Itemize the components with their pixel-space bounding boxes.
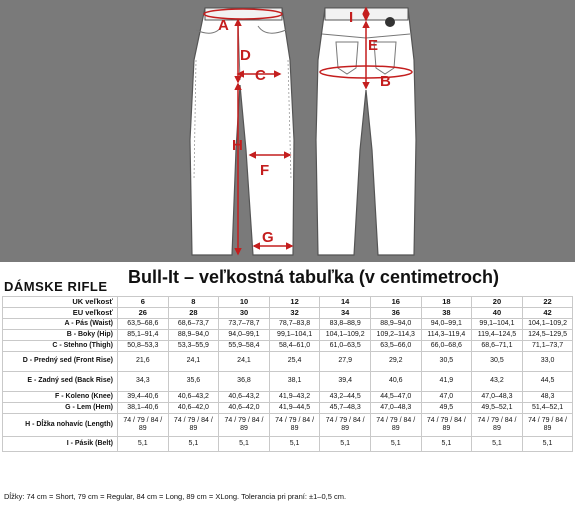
table-cell: 29,2 xyxy=(370,352,421,372)
front-letter-f: F xyxy=(260,162,270,179)
table-row xyxy=(3,308,573,319)
row-label: A - Pás (Waist) xyxy=(3,319,118,330)
table-cell: 124,5–129,5 xyxy=(522,330,573,341)
table-cell: 30,5 xyxy=(472,352,523,372)
table-row xyxy=(3,437,573,452)
table-cell: 99,1–104,1 xyxy=(269,330,320,341)
table-row xyxy=(3,319,573,330)
table-cell: 5,1 xyxy=(168,437,219,452)
table-cell: 28 xyxy=(168,308,219,319)
table-cell: 43,2 xyxy=(472,372,523,392)
table-cell: 5,1 xyxy=(370,437,421,452)
table-cell: 63,5–68,6 xyxy=(118,319,169,330)
front-letter-g: G xyxy=(262,229,274,246)
table-cell: 74 / 79 / 84 / 89 xyxy=(219,414,270,437)
table-cell: 47,0 xyxy=(421,392,472,403)
table-cell: 68,6–73,7 xyxy=(168,319,219,330)
table-row xyxy=(3,352,573,372)
table-cell: 18 xyxy=(421,297,472,308)
table-cell: 42 xyxy=(522,308,573,319)
table-cell: 85,1–91,4 xyxy=(118,330,169,341)
table-cell: 30 xyxy=(219,308,270,319)
table-cell: 6 xyxy=(118,297,169,308)
row-label: EU veľkosť xyxy=(3,308,118,319)
table-cell: 47,0–48,3 xyxy=(472,392,523,403)
table-cell: 41,9 xyxy=(421,372,472,392)
table-cell: 38,1 xyxy=(269,372,320,392)
table-cell: 35,6 xyxy=(168,372,219,392)
table-row xyxy=(3,372,573,392)
table-cell: 38 xyxy=(421,308,472,319)
table-cell: 63,5–66,0 xyxy=(370,341,421,352)
table-cell: 27,9 xyxy=(320,352,371,372)
table-cell: 41,9–44,5 xyxy=(269,403,320,414)
table-cell: 99,1–104,1 xyxy=(472,319,523,330)
table-cell: 25,4 xyxy=(269,352,320,372)
table-cell: 119,4–124,5 xyxy=(472,330,523,341)
table-cell: 44,5–47,0 xyxy=(370,392,421,403)
table-cell: 5,1 xyxy=(269,437,320,452)
row-label: B - Boky (Hip) xyxy=(3,330,118,341)
row-label: H - Dĺžka nohavíc (Length) xyxy=(3,414,118,437)
table-cell: 34,3 xyxy=(118,372,169,392)
table-cell: 104,1–109,2 xyxy=(320,330,371,341)
bull-logo-icon xyxy=(385,17,395,27)
table-cell: 34 xyxy=(320,308,371,319)
table-cell: 68,6–71,1 xyxy=(472,341,523,352)
row-label: E - Zadný sed (Back Rise) xyxy=(3,372,118,392)
table-row xyxy=(3,392,573,403)
table-cell: 50,8–53,3 xyxy=(118,341,169,352)
table-cell: 55,9–58,4 xyxy=(219,341,270,352)
table-cell: 74 / 79 / 84 / 89 xyxy=(320,414,371,437)
table-cell: 78,7–83,8 xyxy=(269,319,320,330)
table-cell: 71,1–73,7 xyxy=(522,341,573,352)
table-cell: 45,7–48,3 xyxy=(320,403,371,414)
row-label: G - Lem (Hem) xyxy=(3,403,118,414)
row-label: C - Stehno (Thigh) xyxy=(3,341,118,352)
table-cell: 94,0–99,1 xyxy=(421,319,472,330)
table-cell: 5,1 xyxy=(118,437,169,452)
table-cell: 5,1 xyxy=(472,437,523,452)
table-cell: 88,9–94,0 xyxy=(370,319,421,330)
table-cell: 24,1 xyxy=(168,352,219,372)
table-cell: 74 / 79 / 84 / 89 xyxy=(472,414,523,437)
table-cell: 5,1 xyxy=(421,437,472,452)
table-cell: 74 / 79 / 84 / 89 xyxy=(168,414,219,437)
table-row xyxy=(3,341,573,352)
table-cell: 40,6–43,2 xyxy=(168,392,219,403)
table-cell: 40 xyxy=(472,308,523,319)
table-cell: 16 xyxy=(370,297,421,308)
table-cell: 66,0–68,6 xyxy=(421,341,472,352)
table-cell: 33,0 xyxy=(522,352,573,372)
table-cell: 47,0–48,3 xyxy=(370,403,421,414)
table-cell: 20 xyxy=(472,297,523,308)
back-letter-e: E xyxy=(368,37,379,54)
table-cell: 30,5 xyxy=(421,352,472,372)
page-title: Bull-It – veľkostná tabuľka (v centimetroch) xyxy=(128,267,499,287)
table-cell: 32 xyxy=(269,308,320,319)
table-row xyxy=(3,330,573,341)
table-row xyxy=(3,297,573,308)
table-cell: 5,1 xyxy=(522,437,573,452)
front-letter-a: A xyxy=(218,17,229,34)
table-cell: 74 / 79 / 84 / 89 xyxy=(269,414,320,437)
table-cell: 83,8–88,9 xyxy=(320,319,371,330)
table-cell: 8 xyxy=(168,297,219,308)
row-label: I - Pásik (Belt) xyxy=(3,437,118,452)
table-cell: 12 xyxy=(269,297,320,308)
front-letter-c: C xyxy=(255,67,266,84)
table-cell: 39,4 xyxy=(320,372,371,392)
table-cell: 51,4–52,1 xyxy=(522,403,573,414)
table-cell: 40,6 xyxy=(370,372,421,392)
table-cell: 74 / 79 / 84 / 89 xyxy=(421,414,472,437)
table-cell: 53,3–55,9 xyxy=(168,341,219,352)
table-cell: 114,3–119,4 xyxy=(421,330,472,341)
table-cell: 39,4–40,6 xyxy=(118,392,169,403)
table-cell: 73,7–78,7 xyxy=(219,319,270,330)
table-cell: 74 / 79 / 84 / 89 xyxy=(118,414,169,437)
table-cell: 5,1 xyxy=(320,437,371,452)
table-cell: 74 / 79 / 84 / 89 xyxy=(522,414,573,437)
table-cell: 48,3 xyxy=(522,392,573,403)
row-label: F - Koleno (Knee) xyxy=(3,392,118,403)
title-row xyxy=(0,262,575,296)
table-cell: 26 xyxy=(118,308,169,319)
table-cell: 74 / 79 / 84 / 89 xyxy=(370,414,421,437)
table-cell: 104,1–109,2 xyxy=(522,319,573,330)
brand-label: DÁMSKE RIFLE xyxy=(4,279,108,294)
table-cell: 41,9–43,2 xyxy=(269,392,320,403)
table-cell: 10 xyxy=(219,297,270,308)
table-cell: 21,6 xyxy=(118,352,169,372)
front-letter-h: H xyxy=(232,137,243,154)
table-cell: 40,6–42,0 xyxy=(219,403,270,414)
table-cell: 109,2–114,3 xyxy=(370,330,421,341)
table-cell: 49,5–52,1 xyxy=(472,403,523,414)
table-cell: 44,5 xyxy=(522,372,573,392)
size-table xyxy=(2,296,573,452)
table-cell: 94,0–99,1 xyxy=(219,330,270,341)
table-row xyxy=(3,414,573,437)
front-letter-d: D xyxy=(240,47,251,64)
footnote: Dĺžky: 74 cm = Short, 79 cm = Regular, 84 cm = Long, 89 cm = XLong. Tolerancia pri praní: ±1–0,5 cm. xyxy=(4,492,347,501)
table-cell: 43,2–44,5 xyxy=(320,392,371,403)
table-cell: 14 xyxy=(320,297,371,308)
table-cell: 24,1 xyxy=(219,352,270,372)
table-cell: 38,1–40,6 xyxy=(118,403,169,414)
row-label: UK veľkosť xyxy=(3,297,118,308)
table-cell: 5,1 xyxy=(219,437,270,452)
table-cell: 61,0–63,5 xyxy=(320,341,371,352)
table-cell: 36,8 xyxy=(219,372,270,392)
table-cell: 22 xyxy=(522,297,573,308)
table-cell: 40,6–43,2 xyxy=(219,392,270,403)
back-letter-b: B xyxy=(380,73,391,90)
table-cell: 58,4–61,0 xyxy=(269,341,320,352)
table-cell: 40,6–42,0 xyxy=(168,403,219,414)
back-letter-i: I xyxy=(349,9,354,26)
row-label: D - Predný sed (Front Rise) xyxy=(3,352,118,372)
table-cell: 36 xyxy=(370,308,421,319)
table-cell: 49,5 xyxy=(421,403,472,414)
table-row xyxy=(3,403,573,414)
table-cell: 88,9–94,0 xyxy=(168,330,219,341)
